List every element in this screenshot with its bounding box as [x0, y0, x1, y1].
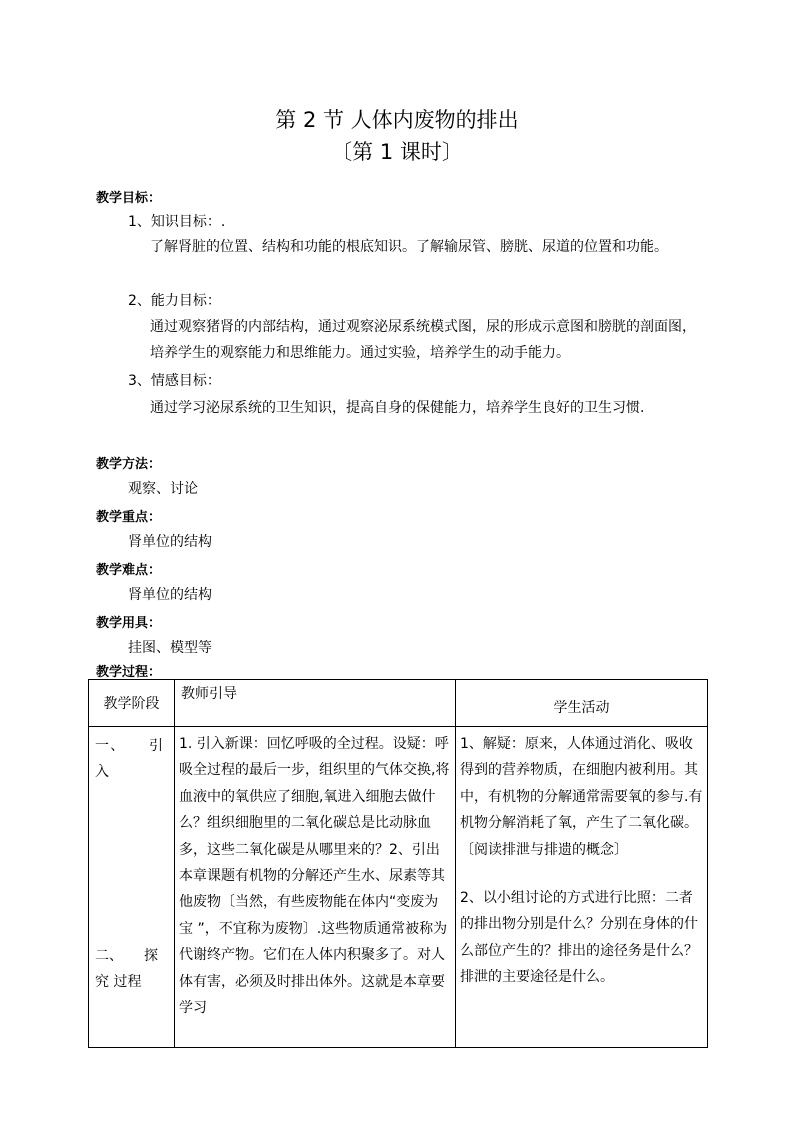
difficulty-heading: 教学难点：	[96, 563, 162, 578]
stage-explore: 二、 探究 过程	[95, 948, 158, 990]
student-activity-1: 1、解疑：原来，人体通过消化、吸收得到的营养物质，在细胞内被利用。其中，有机物的分解通常需要氧的参与.有机物分解消耗了氧，产生了二氧化碳。	[460, 736, 703, 832]
header-student: 学生活动	[456, 680, 708, 727]
method-text: 观察、讨论	[128, 481, 198, 497]
process-heading: 教学过程：	[96, 665, 162, 680]
teacher-cell	[175, 727, 456, 1048]
keypoint-text: 肾单位的结构	[128, 534, 212, 550]
difficulty-text: 肾单位的结构	[128, 587, 212, 603]
stage-cell	[89, 727, 175, 1048]
objective-1-label: 1、知识目标：.	[128, 214, 226, 230]
method-heading: 教学方法：	[96, 457, 162, 472]
objective-3-label: 3、情感目标：	[128, 373, 221, 389]
table-header-row	[89, 680, 708, 727]
keypoint-heading: 教学重点：	[96, 510, 162, 525]
objective-1-text: 了解肾脏的位置、结构和功能的根底知识。了解输尿管、膀胱、尿道的位置和功能。	[150, 239, 668, 255]
table-row	[89, 727, 708, 1048]
student-cell	[456, 727, 708, 1048]
student-activity-2: 2、以小组讨论的方式进行比照：二者的排出物分别是什么？分别在身体的什么部位产生的？排出的途径务是什么？排泄的主要途径是什么。	[460, 890, 698, 986]
student-read-note: 〔阅读排泄与排遗的概念〕	[460, 841, 628, 858]
page-subtitle: 〔第 1 课时〕	[331, 140, 463, 164]
header-teacher: 教师引导	[175, 680, 456, 727]
page-title: 第 2 节 人体内废物的排出	[275, 108, 519, 132]
header-stage: 教学阶段	[89, 680, 175, 727]
process-table	[88, 679, 708, 1048]
stage-intro: 一、 引入	[95, 738, 163, 780]
objective-3-text: 通过学习泌尿系统的卫生知识，提高自身的保健能力，培养学生良好的卫生习惯.	[150, 400, 645, 416]
tools-heading: 教学用具：	[96, 616, 162, 631]
objectives-heading: 教学目标：	[96, 191, 162, 206]
teacher-guidance: 1. 引入新课：回忆呼吸的全过程。设疑：呼吸全过程的最后一步，组织里的气体交换,将血液中的氧供应了细胞,氧进入细胞去做什么？组织细胞里的二氧化碳总是比动脉血多，这些二氧化碳是从哪里来的？2、引出本章课题有机物的分解还产生水、尿素等其他废物〔当然，有些废物能在体内“变废为宝 ”，不宜称为废物〕.这些物质通常被称为代谢终产物。它们在人体内积聚多了。对人体有害，必须及时排出体外。这就是本章要学习	[179, 736, 450, 1017]
objective-2-text: 通过观察猪肾的内部结构，通过观察泌尿系统模式图，尿的形成示意图和膀胱的剖面图，培养学生的观察能力和思维能力。通过实验，培养学生的动手能力。	[150, 319, 696, 361]
tools-text: 挂图、模型等	[128, 640, 212, 656]
objective-2-label: 2、能力目标：	[128, 293, 221, 309]
